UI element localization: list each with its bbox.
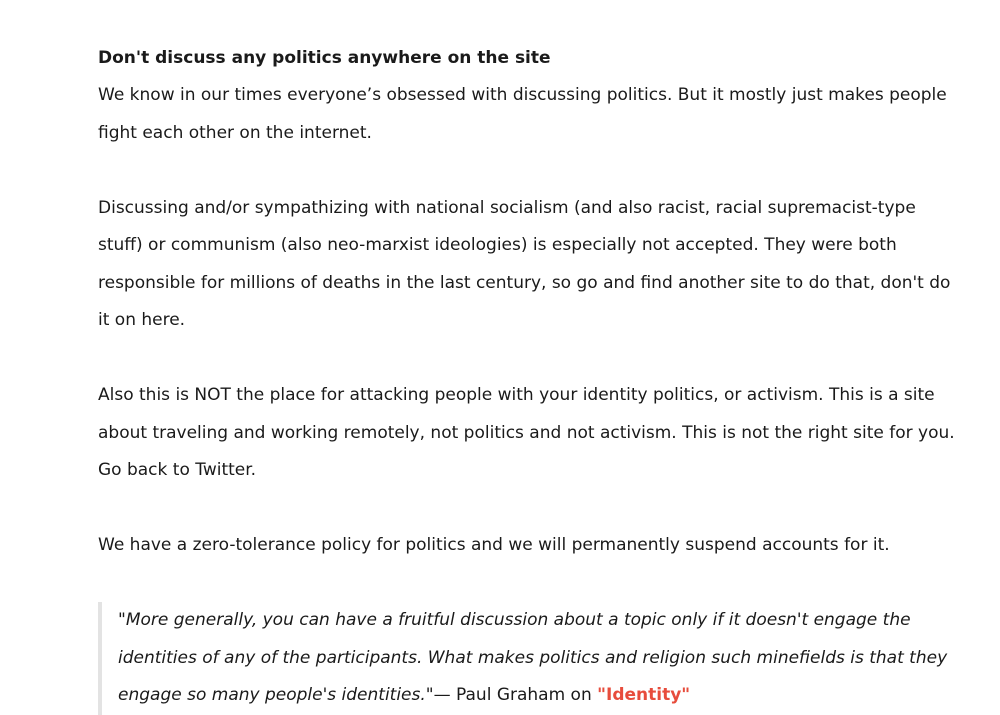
rule-paragraph: Also this is NOT the place for attacking people with your identity politics, or activism. This is a site about traveling and working remotely, not politics and not activism. This is not the right site for you. Go back to Twitter. xyxy=(98,385,955,480)
quote-block xyxy=(98,602,958,715)
rule-heading: Don't discuss any politics anywhere on the site xyxy=(98,48,551,68)
rule-paragraph: We know in our times everyone’s obsessed with discussing politics. But it mostly just makes people fight each other on the internet. xyxy=(98,85,947,143)
rules-section xyxy=(98,40,958,715)
identity-essay-link[interactable]: "Identity" xyxy=(597,685,691,705)
rule-paragraph: Discussing and/or sympathizing with national socialism (and also racist, racial supremacist-type stuff) or communism (also neo-marxist ideologies) is especially not accepted. They were both responsible for millions of deaths in the last century, so go and find another site to do that, don't do it on here. xyxy=(98,197,951,330)
quote-attribution: — Paul Graham on xyxy=(433,685,598,705)
rule-paragraph: We have a zero-tolerance policy for politics and we will permanently suspend accounts for it. xyxy=(98,535,890,555)
quote-text: "More generally, you can have a fruitful discussion about a topic only if it doesn't engage the identities of any of the participants. What makes politics and religion such minefields is that they engage so many people's identities." xyxy=(118,610,948,705)
